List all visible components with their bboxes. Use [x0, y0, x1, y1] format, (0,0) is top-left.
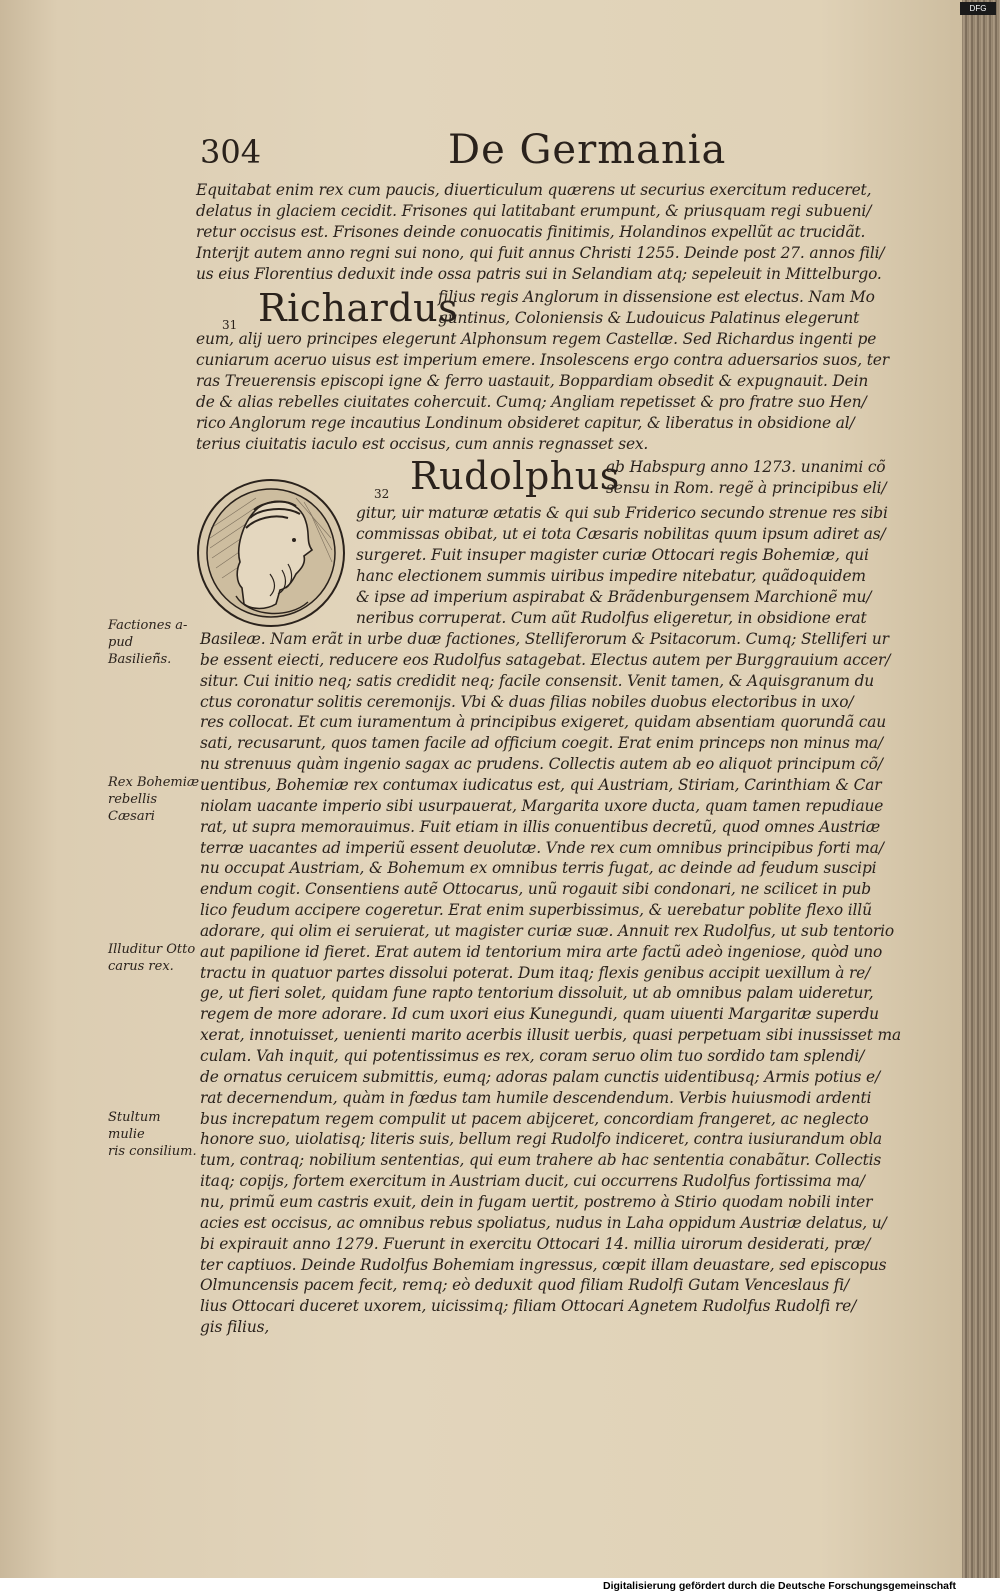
text-line: bus increpatum regem compulit ut pacem abijceret, concordiam frangeret, ac neglecto [200, 1110, 869, 1128]
gloss-line: Stultum mulie [108, 1110, 161, 1142]
text-line: be essent eiecti, reducere eos Rudolfus satagebat. Electus autem per Burggrauium accer/ [200, 651, 891, 669]
text-line: rat, ut supra memorauimus. Fuit etiam in illis conuentibus decretũ, quod omnes Austriæ [200, 818, 881, 836]
text-line: surgeret. Fuit insuper magister curiæ Ottocari regis Bohemiæ, qui [356, 546, 869, 564]
text-line: commissas obibat, ut ei tota Cæsaris nobilitas quum ipsum adiret as/ [356, 525, 886, 543]
text-line: de & alias rebelles ciuitates cohercuit. Cumq; Angliam repetisset & pro fratre suo Hen/ [196, 393, 867, 411]
text-line: ras Treuerensis episcopi igne & ferro uastauit, Boppardiam obsedit & expugnauit. Dein [196, 372, 869, 390]
text-line: regem de more adorare. Id cum uxori eius Kunegundi, quam uiuenti Margaritæ superdu [200, 1005, 879, 1023]
text-line: tum, contraq; nobilium sententias, qui eum trahere ab hac sententia conabãtur. Collectis [200, 1151, 882, 1169]
text-line: & ipse ad imperium aspirabat & Brãdenburgensem Marchionẽ mu/ [356, 588, 872, 606]
text-line: endum cogit. Consentiens autẽ Ottocarus, unũ rogauit sibi condonari, ne scilicet in pub [200, 880, 872, 898]
text-line: lico feudum accipere cogeretur. Erat enim superbissimus, & uerebatur poblite flexo illũ [200, 901, 872, 919]
text-line: eum, alij uero principes elegerunt Alphonsum regem Castellæ. Sed Richardus ingenti pe [196, 330, 877, 348]
gloss-line: pud Basilieñ̃s. [108, 635, 172, 667]
text-line: rico Anglorum rege incautius Londinum obsideret capitur, & liberatus in obsidione al/ [196, 414, 855, 432]
text-line: sati, recusarunt, quos tamen facile ad officium coegit. Erat enim princeps non minus ma/ [200, 734, 883, 752]
text-line: ctus coronatur solitis ceremonijs. Vbi & duas filias nobiles duobus electoribus in uxo/ [200, 693, 854, 711]
text-line: bi expirauit anno 1279. Fuerunt in exercitu Ottocari 14. millia uirorum desiderati, præ/ [200, 1235, 871, 1253]
text-line: de ornatus ceruicem submittis, eumq; adoras palam cunctis uidentibusq; Armis potius e/ [200, 1068, 880, 1086]
text-line: terius ciuitatis iaculo est occisus, cum annis regnasset sex. [196, 435, 649, 453]
running-title: De Germania [448, 127, 727, 173]
ruler-name: Rudolphus [410, 454, 620, 498]
text-line: hanc electionem summis uiribus impedire nitebatur, quãdoquidem [356, 567, 866, 585]
marginal-gloss [108, 617, 200, 668]
text-line: tractu in quatuor partes dissolui poterat. Dum itaq; flexis genibus accipit uexillum à re/ [200, 964, 871, 982]
text-line: cuniarum aceruo uisus est imperium emere. Insolescens ergo contra aduersarios suos, ter [196, 351, 889, 369]
digitization-credit: Digitalisierung gefördert durch die Deutsche Forschungsgemeinschaft [0, 1578, 1000, 1595]
text-line: itaq; copijs, fortem exercitum in Austriam ducit, cui occurrens Rudolfus fortissima ma/ [200, 1172, 865, 1190]
text-line: Equitabat enim rex cum paucis, diuerticulum quærens ut securius exercitum reduceret, [196, 181, 872, 199]
text-line: nu strenuus quàm ingenio sagax ac prudens. Collectis autem ab eo aliquot principum cõ/ [200, 755, 883, 773]
text-line: neribus corruperat. Cum aũt Rudolfus eligeretur, in obsidione erat [356, 609, 867, 627]
text-line: lius Ottocari duceret uxorem, uicissimq; filiam Ottocari Agnetem Rudolfus Rudolfi re/ [200, 1297, 857, 1315]
text-line: retur occisus est. Frisones deinde conuocatis finitimis, Holandinos expellũt ac trucidãt. [196, 223, 866, 241]
dfg-logo: DFG [960, 2, 996, 15]
text-line: gis filius, [200, 1318, 270, 1336]
section-number: 31 [222, 318, 238, 332]
text-line: honore suo, uiolatisq; literis suis, bellum regi Rudolfo indiceret, contra iusiurandum obla [200, 1130, 883, 1148]
marginal-gloss [108, 941, 200, 975]
text-line: culam. Vah inquit, qui potentissimus es rex, coram seruo olim tuo sordido tam splendi/ [200, 1047, 865, 1065]
text-line: delatus in glaciem cecidit. Frisones qui latitabant erumpunt, & priusquam regi subueni/ [196, 202, 872, 220]
page-number: 304 [200, 133, 262, 171]
text-line: guntinus, Coloniensis & Ludouicus Palatinus elegerunt [438, 309, 860, 327]
text-line: nu, primũ eum castris exuit, dein in fugam uertit, postremo à Stirio quodam nobili inter [200, 1193, 873, 1211]
text-line: nu occupat Austriam, & Bohemum ex omnibus terris fugat, ac deinde ad feudum suscipi [200, 859, 877, 877]
gloss-line: Factiones a- [108, 618, 188, 633]
page-edge [962, 0, 1000, 1578]
text-line: us eius Florentius deduxit inde ossa patris sui in Selandiam atq; sepeleuit in Mittelburgo. [196, 265, 882, 283]
text-line: terræ uacantes ad imperiũ essent deuolutæ. Vnde rex cum omnibus principibus forti ma/ [200, 839, 884, 857]
marginal-gloss [108, 774, 200, 825]
portrait-medallion [196, 478, 346, 628]
text-line: xerat, innotuisset, uenienti marito acerbis illusit uerbis, quasi perpetuam sibi inussisset ma [200, 1026, 901, 1044]
gloss-line: rebellis Cæsari [108, 792, 158, 824]
marginal-gloss [108, 1109, 200, 1160]
portrait-eye [292, 538, 296, 542]
text-line: Basileæ. Nam erãt in urbe duæ factiones, Stelliferorum & Psitacorum. Cumq; Stelliferi ur [200, 630, 889, 648]
text-line: filius regis Anglorum in dissensione est electus. Nam Mo [438, 288, 875, 306]
text-line: acies est occisus, ac omnibus rebus spoliatus, nudus in Laha oppidum Austriæ delatus, u/ [200, 1214, 887, 1232]
gloss-line: carus rex. [108, 959, 174, 974]
text-line: niolam uacante imperio sibi usurpauerat, Margarita uxore ducta, quam tamen repudiaue [200, 797, 884, 815]
text-line: aut papilione id fieret. Erat autem id tentorium mira arte factũ adeò ingeniose, quòd uno [200, 943, 883, 961]
text-line: ge, ut fieri solet, quidam fune rapto tentorium dissoluit, ut ab omnibus palam uideretur, [200, 984, 874, 1002]
text-line: Olmuncensis pacem fecit, remq; eò deduxit quod filiam Rudolfi Gutam Venceslaus fi/ [200, 1276, 850, 1294]
ruler-name: Richardus [258, 286, 459, 330]
text-line: res collocat. Et cum iuramentum à principibus exigeret, quidam absentiam quorundã cau [200, 713, 887, 731]
text-line: rat decernendum, quàm in fœdus tam humile descendendum. Verbis huiusmodi ardenti [200, 1089, 872, 1107]
gloss-line: Illuditur Otto [108, 942, 196, 957]
text-line: ab Habspurg anno 1273. unanimi cõ [606, 458, 886, 476]
text-line: ter captiuos. Deinde Rudolfus Bohemiam ingressus, cœpit illam deuastare, sed episcopus [200, 1256, 887, 1274]
section-number: 32 [374, 487, 390, 501]
text-line: uentibus, Bohemiæ rex contumax iudicatus est, qui Austriam, Stiriam, Carinthiam & Car [200, 776, 882, 794]
gloss-line: ris consilium. [108, 1144, 197, 1159]
gloss-line: Rex Bohemiæ [108, 775, 200, 790]
text-line: situr. Cui initio neq; satis credidit neq; facile consensit. Venit tamen, & Aquisgranum du [200, 672, 875, 690]
text-line: adorare, qui olim ei seruierat, ut magister curiæ suæ. Annuit rex Rudolfus, ut sub tentorio [200, 922, 895, 940]
text-line: Interijt autem anno regni sui nono, qui fuit annus Christi 1255. Deinde post 27. annos fili/ [196, 244, 885, 262]
text-line: gitur, uir maturæ ætatis & qui sub Friderico secundo strenue res sibi [356, 504, 888, 522]
text-line: sensu in Rom. regẽ à principibus eli/ [606, 479, 887, 497]
